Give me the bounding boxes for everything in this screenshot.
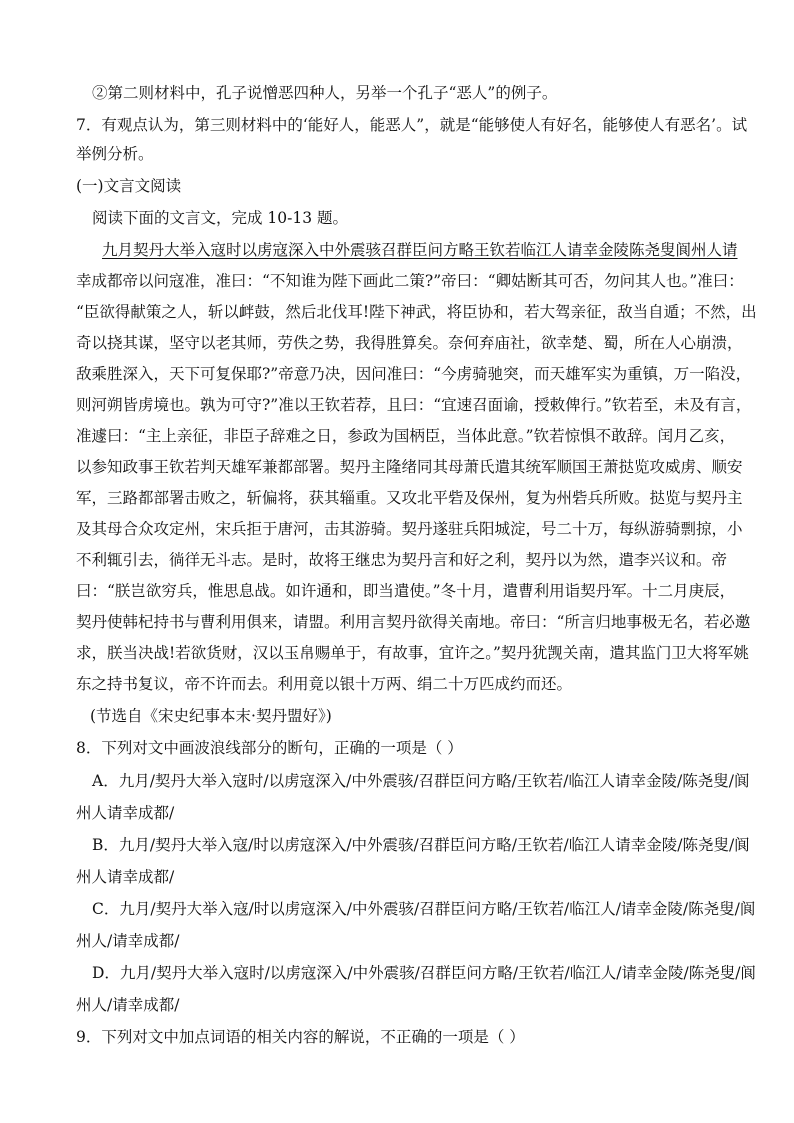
question-9: 9．下列对文中加点词语的相关内容的解说，不正确的一项是（ ） <box>76 1028 525 1046</box>
source-citation: (节选自《宋史纪事本末·契丹盟好》) <box>90 707 332 725</box>
passage-line: 敌乘胜深入，天下可复保耶?”帝意乃决，因问准曰：“今虏骑驰突，而天雄军实为重镇，万一陷没， <box>76 365 752 383</box>
passage-line: “臣欲得献策之人，斩以衅鼓，然后北伐耳!陛下神武，将臣协和，若大驾亲征，敌当自遁；不然，出 <box>76 303 757 321</box>
text-line: 举例分析。 <box>76 145 154 163</box>
passage-line: 东之持书复议，帝不许而去。利用竟以银十万两、绢二十万匹成约而还。 <box>76 675 573 693</box>
passage-line: 契丹使韩杞持书与曹利用俱来，请盟。利用言契丹欲得关南地。帝曰：“所言归地事极无名，若必邀 <box>76 613 751 631</box>
passage-line: 则河朔皆虏境也。孰为可守?”准以王钦若荐，且曰：“宜速召面谕，授敕俾行。”钦若至，未及有言， <box>76 396 752 414</box>
section-heading: (一)文言文阅读 <box>76 177 182 195</box>
passage-line: 以参知政事王钦若判天雄军兼都部署。契丹主隆绪同其母萧氏遣其统军顺国王萧挞览攻威虏、顺安 <box>76 458 743 476</box>
option-b: B．九月/契丹大举入寇/时以虏寇深入/中外震骇/召群臣问方略/王钦若/临江人请幸金陵/陈尧叟/阆 <box>92 836 750 854</box>
passage-line: 及其母合众攻定州，宋兵拒于唐河，击其游骑。契丹遂驻兵阳城淀，号二十万，每纵游骑剽掠，小 <box>76 520 743 538</box>
passage-line: 求，朕当决战!若欲货财，汉以玉帛赐单于，有故事，宜许之。”契丹犹觊关南，遣其监门卫大将军姚 <box>76 644 749 662</box>
option-c-continued: 州人/请幸成都/ <box>76 932 180 950</box>
question-8: 8．下列对文中画波浪线部分的断句，正确的一项是（ ） <box>76 739 463 757</box>
instruction-line: 阅读下面的文言文，完成 10-13 题。 <box>92 209 349 227</box>
option-d: D．九月/契丹大举入寇时/以虏寇深入/中外震骇/召群臣问方略/王钦若/临江人/请幸金陵/陈尧叟/阆 <box>92 964 756 982</box>
option-c: C．九月/契丹大举入寇/时以虏寇深入/中外震骇/召群臣问方略/王钦若/临江人/请幸金陵/陈尧叟/阆 <box>92 900 756 918</box>
passage-line: 奇以挠其谋，坚守以老其师，劳佚之势，我得胜算矣。奈何弃庙社，欲幸楚、蜀，所在人心崩溃， <box>76 334 743 352</box>
option-d-continued: 州人/请幸成都/ <box>76 996 180 1014</box>
passage-line: 军，三路都部署击败之，斩偏将，获其辎重。又攻北平砦及保州，复为州砦兵所败。挞览与契丹主 <box>76 489 743 507</box>
text-line: ②第二则材料中，孔子说憎恶四种人，另举一个孔子“恶人”的例子。 <box>92 84 558 102</box>
question-7: 7．有观点认为，第三则材料中的‘能好人，能恶人”，就是“能够使人有好名，能够使人有恶名’。试 <box>76 116 748 134</box>
wavy-underlined-passage: 九月契丹大举入寇时以虏寇深入中外震骇召群臣问方略王钦若临江人请幸金陵陈尧叟阆州人请 <box>102 241 738 259</box>
option-a-continued: 州人请幸成都/ <box>76 804 175 822</box>
option-a: A．九月/契丹大举入寇时/以虏寇深入/中外震骇/召群臣问方略/王钦若/临江人请幸金陵/陈尧叟/阆 <box>92 772 750 790</box>
passage-line: 准遽曰：“主上亲征，非臣子辞难之日，参政为国柄臣，当体此意。”钦若惊惧不敢辞。闰月乙亥， <box>76 427 736 445</box>
passage-line: 曰：“朕岂欲穷兵，惟思息战。如许通和，即当遣使。”冬十月，遣曹利用诣契丹军。十二月庚辰， <box>76 582 736 600</box>
passage-line: 幸成都帝以问寇准，准曰：“不知谁为陛下画此二策?”帝曰：“卿姑断其可否，勿问其人也。”准曰： <box>76 272 744 290</box>
option-b-continued: 州人请幸成都/ <box>76 868 175 886</box>
passage-line: 不利辄引去，徜徉无斗志。是时，故将王继忠为契丹言和好之利，契丹以为然，遣李兴议和。帝 <box>76 551 728 569</box>
